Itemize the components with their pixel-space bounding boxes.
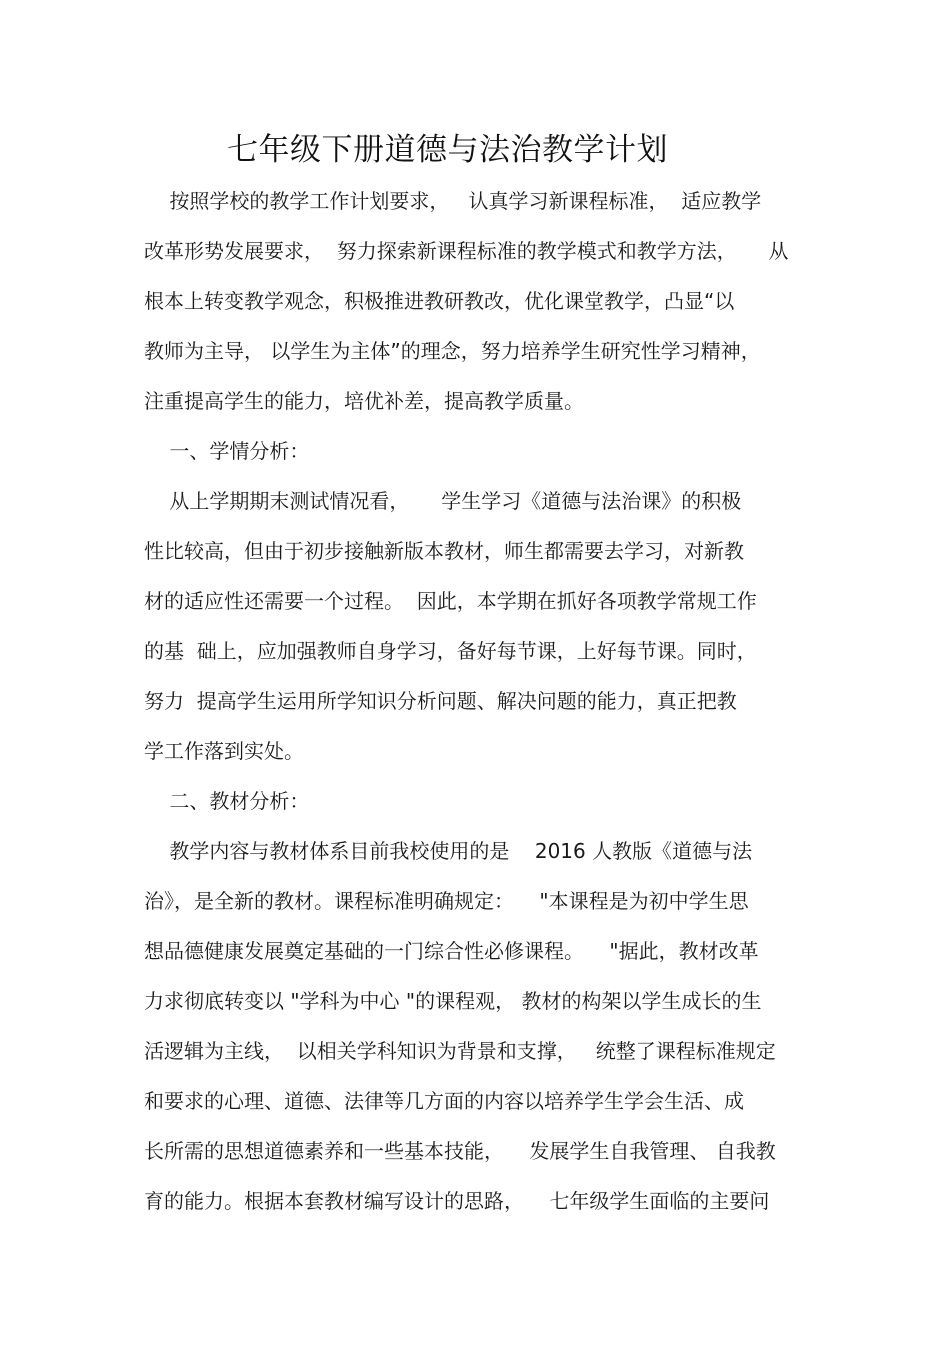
- paragraph-line: 想品德健康发展奠定基础的一门综合性必修课程。 "据此，教材改革: [144, 939, 759, 963]
- paragraph-line: 改革形势发展要求， 努力探索新课程标准的教学模式和教学方法， 从: [144, 239, 789, 263]
- paragraph-line: 材的适应性还需要一个过程。 因此，本学期在抓好各项教学常规工作: [144, 589, 757, 613]
- paragraph-line: 性比较高，但由于初步接触新版本教材，师生都需要去学习，对新教: [144, 539, 744, 563]
- paragraph-line: 治》，是全新的教材。课程标准明确规定： "本课程是为初中学生思: [144, 889, 749, 913]
- paragraph-line: 从上学期期末测试情况看， 学生学习《道德与法治课》的积极: [144, 489, 742, 513]
- paragraph-line: 努力 提高学生运用所学知识分析问题、解决问题的能力，真正把教: [144, 689, 737, 713]
- paragraph-line: 长所需的思想道德素养和一些基本技能， 发展学生自我管理、 自我教: [144, 1139, 776, 1163]
- paragraph-line: 学工作落到实处。: [144, 739, 304, 763]
- paragraph-line: 和要求的心理、道德、法律等几方面的内容以培养学生学会生活、成: [144, 1089, 744, 1113]
- paragraph-line: 的基 础上，应加强教师自身学习，备好每节课，上好每节课。同时，: [144, 639, 757, 663]
- paragraph-line: 根本上转变教学观念，积极推进教研教改，优化课堂教学，凸显“以: [144, 289, 735, 313]
- section-heading: 一、学情分析：: [144, 439, 310, 463]
- paragraph-line: 育的能力。根据本套教材编写设计的思路， 七年级学生面临的主要问: [144, 1189, 770, 1213]
- paragraph-line: 活逻辑为主线， 以相关学科知识为背景和支撑， 统整了课程标准规定: [144, 1039, 776, 1063]
- document-title: 七年级下册道德与法治教学计划: [227, 132, 668, 168]
- paragraph-line: 注重提高学生的能力，培优补差，提高教学质量。: [144, 389, 584, 413]
- paragraph-line: 按照学校的教学工作计划要求， 认真学习新课程标准， 适应教学: [144, 189, 762, 213]
- paragraph-line: 教学内容与教材体系目前我校使用的是 2016 人教版《道德与法: [144, 839, 753, 863]
- section-heading: 二、教材分析：: [144, 789, 310, 813]
- paragraph-line: 教师为主导， 以学生为主体”的理念，努力培养学生研究性学习精神，: [144, 339, 761, 363]
- paragraph-line: 力求彻底转变以 "学科为中心 "的课程观， 教材的构架以学生成长的生: [144, 989, 762, 1013]
